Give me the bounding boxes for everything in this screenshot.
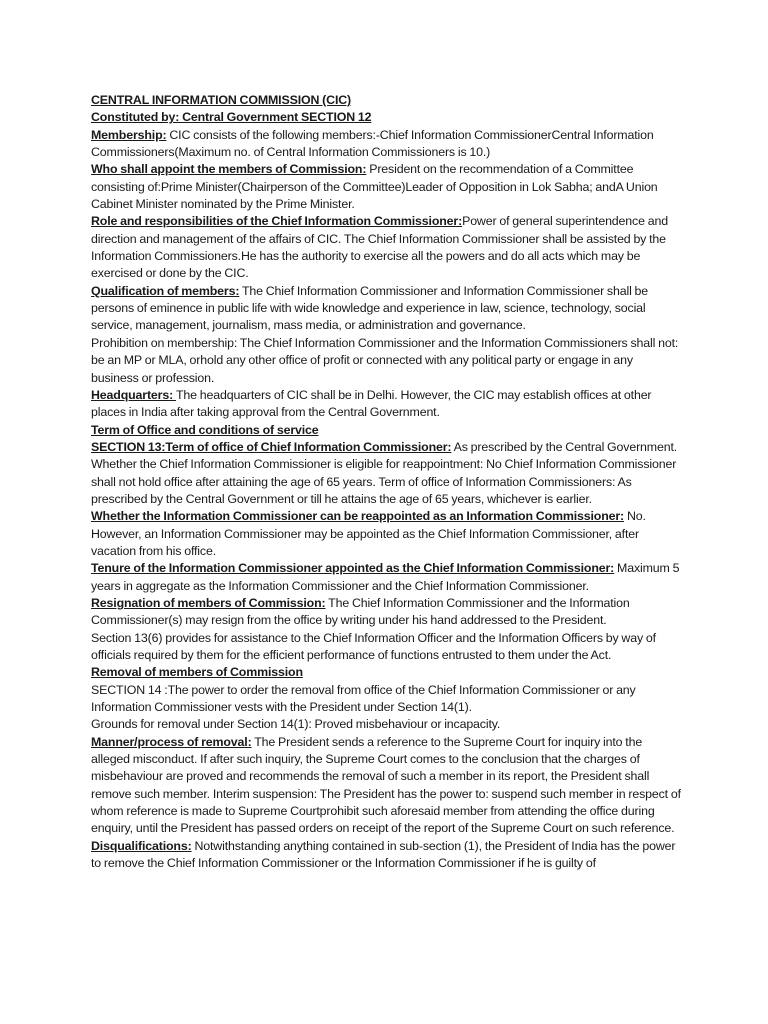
- section-disqualifications: [91, 838, 681, 873]
- section-tenure: [91, 560, 681, 595]
- section-13-term: [91, 439, 681, 508]
- section-heading: Term of Office and conditions of service: [91, 422, 319, 437]
- section-prohibition: [91, 335, 681, 387]
- section-text: Section 13(6) provides for assistance to the Chief Information Officer and the Information Officers by way of officials required by them for the efficient performance of functions entrusted to them under the Act.: [91, 630, 656, 662]
- section-heading: Role and responsibilities of the Chief Information Commissioner:: [91, 214, 463, 229]
- section-14: [91, 682, 681, 717]
- section-heading: Qualification of members:: [91, 283, 240, 298]
- section-heading: Whether the Information Commissioner can be reappointed as an Information Commissioner:: [91, 509, 625, 524]
- document-title: CENTRAL INFORMATION COMMISSION (CIC): [91, 93, 352, 107]
- section-heading: Tenure of the Information Commissioner appointed as the Chief Information Commissioner:: [91, 561, 615, 576]
- constituted-line: Constituted by: Central Government SECTION 12: [91, 110, 372, 125]
- section-membership: [91, 127, 681, 162]
- section-heading: Membership:: [91, 127, 167, 142]
- section-headquarters: [91, 387, 681, 422]
- section-text: The Chief Information Commissioner and the Information Commissioner(s) may resign from the office by writing under his hand addressed to the President.: [91, 595, 630, 628]
- section-reappointment: [91, 508, 681, 560]
- section-text: CIC consists of the following members:-Chief Information CommissionerCentral Information Commissioners(Maximum no. of Central Information Commissioners is 10.): [91, 127, 654, 160]
- section-text: The President sends a reference to the Supreme Court for inquiry into the alleged misconduct. If after such inquiry, the Supreme Court comes to the conclusion that the charges of misbehaviour are proved and recommends the removal of such a member in its report, the President shall remove such member. Interim suspension: The President has the power to: suspend such member in respect of whom reference is made to Supreme Courtprohibit such aforesaid member from attending the office during enquiry, until the President has passed orders on receipt of the report of the Supreme Court on such reference.: [91, 734, 681, 836]
- section-text: Prohibition on membership: The Chief Information Commissioner and the Information Commissioners shall not: be an MP or MLA, orhold any other office of profit or connected with any political party or engage in any business or profession.: [91, 335, 679, 385]
- section-heading: Who shall appoint the members of Commission:: [91, 162, 367, 177]
- section-manner-of-removal: [91, 734, 681, 838]
- section-text: Notwithstanding anything contained in sub-section (1), the President of India has the power to remove the Chief Information Commissioner or the Information Commissioner if he is guilty of: [91, 838, 676, 871]
- section-resignation: [91, 595, 681, 630]
- section-text: SECTION 14 :The power to order the removal from office of the Chief Information Commissioner or any Information Commissioner vests with the President under Section 14(1).: [91, 682, 636, 715]
- section-heading: Resignation of members of Commission:: [91, 595, 326, 610]
- section-text: Power of general superintendence and direction and management of the affairs of CIC. The Chief Information Commissioner shall be assisted by the Information Commissioners.He has the authority to exercise all the powers and do all acts which may be exercised or done by the CIC.: [91, 214, 668, 281]
- section-heading: SECTION 13:Term of office of Chief Information Commissioner:: [91, 439, 452, 454]
- section-role: [91, 213, 681, 282]
- section-grounds: [91, 716, 681, 733]
- section-heading: Disqualifications:: [91, 838, 192, 853]
- section-text: President on the recommendation of a Committee consisting of:Prime Minister(Chairperson of the Committee)Leader of Opposition in Lok Sabha; andA Union Cabinet Minister nominated by the Prime Minister.: [91, 162, 658, 212]
- section-term-heading: [91, 422, 681, 439]
- section-13-6: [91, 630, 681, 665]
- section-text: Maximum 5 years in aggregate as the Information Commissioner and the Chief Information Commissioner.: [91, 561, 680, 593]
- section-text: No. However, an Information Commissioner may be appointed as the Chief Information Commissioner, after vacation from his office.: [91, 509, 646, 558]
- section-heading: Headquarters:: [91, 387, 176, 402]
- section-removal-heading: [91, 664, 681, 681]
- section-heading: Removal of members of Commission: [91, 665, 303, 680]
- document-body: [91, 92, 681, 932]
- section-appointment: [91, 161, 681, 213]
- section-qualification: [91, 283, 681, 335]
- section-text: Grounds for removal under Section 14(1): Proved misbehaviour or incapacity.: [91, 717, 501, 732]
- section-heading: Manner/process of removal:: [91, 734, 252, 749]
- section-text: The Chief Information Commissioner and Information Commissioner shall be persons of eminence in public life with wide knowledge and experience in law, science, technology, social service, management, journalism, mass media, or administration and governance.: [91, 283, 649, 333]
- section-text: The headquarters of CIC shall be in Delhi. However, the CIC may establish offices at other places in India after taking approval from the Central Government.: [91, 387, 652, 420]
- section-text: As prescribed by the Central Government. Whether the Chief Information Commissioner is eligible for reappointment: No Chief Information Commissioner shall not hold office after attaining the age of 65 years. Term of office of Information Commissioners: As prescribed by the Central Government or till he attains the age of 65 years, whichever is earlier.: [91, 439, 678, 506]
